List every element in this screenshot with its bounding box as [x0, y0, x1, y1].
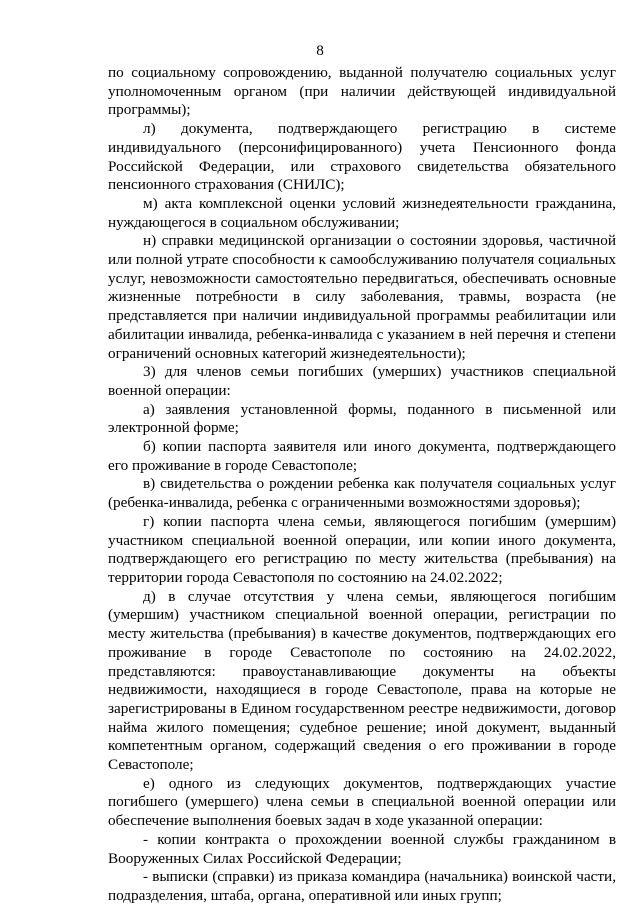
paragraph: - выписки (справки) из приказа командира (начальника) воинской части, подразделения, штаба, органа, оперативной или иных групп; — [108, 868, 616, 904]
document-body — [108, 64, 616, 906]
paragraph: е) одного из следующих документов, подтверждающих участие погибшего (умершего) члена семьи в специальной военной операции или обеспечение выполнения боевых задач в ходе указанной операции: — [108, 774, 616, 830]
paragraph: по социальному сопровождению, выданной получателю социальных услуг уполномоченным органом (при наличии действующей индивидуальной программы); — [108, 64, 616, 119]
paragraph: в) свидетельства о рождении ребенка как получателя социальных услуг (ребенка-инвалида, ребенка с ограниченными возможностями здоровья); — [108, 475, 616, 512]
paragraph: а) заявления установленной формы, поданного в письменной или электронной форме; — [108, 400, 616, 437]
paragraph: л) документа, подтверждающего регистрацию в системе индивидуального (персонифицированного) учета Пенсионного фонда Российской Федерации, или страхового свидетельства обязательного пенсионного страхования (СНИЛС); — [108, 120, 616, 194]
paragraph: 3) для членов семьи погибших (умерших) участников специальной военной операции: — [108, 363, 616, 399]
page-number: 8 — [316, 42, 324, 59]
paragraph: - копии контракта о прохождении военной службы гражданином в Вооруженных Силах Российской Федерации; — [108, 830, 616, 867]
paragraph: м) акта комплексной оценки условий жизнедеятельности гражданина, нуждающегося в социальном обслуживании; — [108, 194, 616, 231]
paragraph: д) в случае отсутствия у члена семьи, являющегося погибшим (умершим) участником специальной военной операции, регистрации по месту жительства (пребывания) в качестве документов, подтверждающих его проживание в городе Севастополе по состоянию на 24.02.2022, представляются: правоустанавливающие документы на объекты недвижимости, находящиеся в городе Севастополе, права на которые не зарегистрированы в Едином государственном реестре недвижимости, договор найма жилого помещения; судебное решение; иной документ, выданный компетентным органом, содержащий сведения о его проживании в городе Севастополе; — [108, 587, 616, 774]
paragraph: н) справки медицинской организации о состоянии здоровья, частичной или полной утрате способности к самообслуживанию получателя социальных услуг, невозможности самостоятельно передвигаться, обеспечивать основные жизненные потребности в силу заболевания, травмы, возраста (не представляется при наличии индивидуальной программы реабилитации или абилитации инвалида, ребенка-инвалида с указанием в ней перечня и степени ограничений основных категорий жизнедеятельности); — [108, 232, 616, 362]
paragraph: б) копии паспорта заявителя или иного документа, подтверждающего его проживание в городе Севастополе; — [108, 438, 616, 474]
paragraph: г) копии паспорта члена семьи, являющегося погибшим (умершим) участником специальной военной операции, или копии иного документа, подтверждающего его регистрацию по месту жительства (пребывания) на территории города Севастополя по состоянию на 24.02.2022; — [108, 512, 616, 586]
